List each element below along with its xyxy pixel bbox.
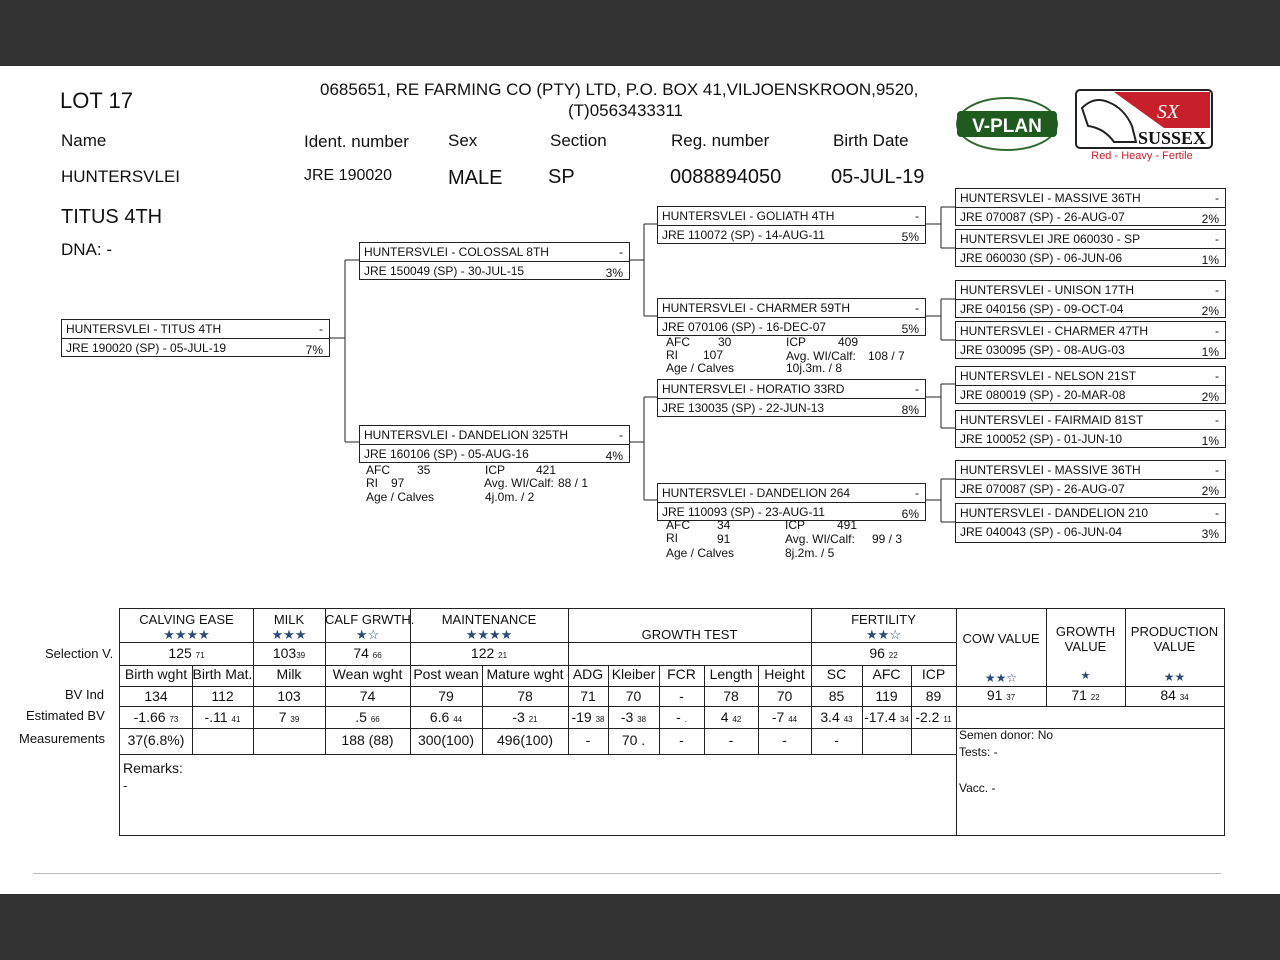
cow-value-stars: ★★☆	[984, 671, 1018, 685]
owner-line-1: 0685651, RE FARMING CO (PTY) LTD, P.O. BOX 41,VILJOENSKROON,9520,	[320, 80, 919, 99]
estimated-bv-value: -19	[571, 709, 592, 725]
perf-wi: 108 / 7	[868, 349, 905, 363]
perf-ri: 91	[717, 532, 731, 546]
pedigree-pct: 2%	[1201, 304, 1219, 318]
footer-rule	[33, 873, 1221, 874]
sussex-text: SUSSEX	[1137, 128, 1207, 148]
perf-icp-label: ICP	[785, 518, 806, 532]
pedigree-dash: -	[1215, 413, 1219, 427]
pedigree-dash: -	[1215, 369, 1219, 383]
owner-line-2: (T)0563433311	[568, 101, 683, 120]
pedigree-name: HUNTERSVLEI - COLOSSAL 8TH	[364, 245, 549, 259]
calf-growth-stars: ★☆	[355, 627, 380, 642]
growth-value-number: 71 22	[1071, 687, 1100, 703]
pedigree-name: HUNTERSVLEI - CHARMER 59TH	[662, 301, 851, 315]
pedigree-name: HUNTERSVLEI - DANDELION 325TH	[364, 428, 569, 442]
pedigree-gen3-3	[955, 280, 1226, 318]
estimated-bv-accuracy: 39	[290, 715, 300, 724]
estimated-bv-accuracy: 44	[453, 715, 463, 724]
pedigree-name: HUNTERSVLEI - GOLIATH 4TH	[662, 209, 835, 223]
perf-sire-dam	[666, 336, 926, 378]
perf-icp-label: ICP	[786, 335, 807, 349]
perf-age-label: Age / Calves	[666, 361, 735, 375]
pedigree-dash: -	[619, 245, 623, 259]
animal-name-1: HUNTERSVLEI	[61, 167, 181, 186]
measurement-value: -	[585, 732, 591, 748]
estimated-bv-accuracy: 38	[637, 715, 647, 724]
perf-age-label: Age / Calves	[366, 490, 435, 504]
name-header: Name	[61, 131, 107, 150]
perf-age-label: Age / Calves	[666, 546, 735, 560]
estimated-bv	[758, 709, 811, 725]
estimated-bv-value: 4	[720, 709, 729, 725]
estimated-bv-accuracy: 38	[595, 715, 605, 724]
pedigree-pct: 4%	[605, 449, 623, 463]
pedigree-pct: 5%	[901, 230, 919, 244]
estimated-bv-value: -7	[771, 709, 785, 725]
pedigree-sire-sire	[657, 206, 926, 244]
col-header: Birth Mat.	[192, 666, 253, 682]
cow-value-header: COW VALUE	[962, 631, 1040, 646]
estimated-bv	[253, 709, 325, 725]
perf-icp: 409	[838, 335, 859, 349]
perf-age: 4j.0m. / 2	[485, 490, 535, 504]
estimated-bv	[659, 709, 704, 725]
perf-age: 8j.2m. / 5	[785, 546, 835, 560]
pedigree-dash: -	[1215, 506, 1219, 520]
perf-icp-label: ICP	[485, 463, 506, 477]
pedigree-name: HUNTERSVLEI - HORATIO 33RD	[662, 382, 845, 396]
estimated-bv-value: -3	[620, 709, 634, 725]
pedigree-pct: 1%	[1201, 345, 1219, 359]
bv-ind-value: -	[679, 688, 684, 704]
col-header: Wean wght	[332, 666, 403, 682]
estimated-bv	[325, 709, 410, 725]
col-header: Kleiber	[611, 666, 656, 682]
milk-stars: ★★★	[271, 627, 307, 642]
animal-reg: 0088894050	[670, 166, 782, 188]
calf-growth-value: 74 66	[353, 645, 382, 661]
growth-value-label-1: GROWTH	[1055, 624, 1116, 639]
pedigree-reg: JRE 060030 (SP) - 06-JUN-06	[960, 251, 1123, 265]
estimated-bv-value: -17.4	[864, 709, 897, 725]
measurement-value: -	[679, 732, 684, 748]
sex-header: Sex	[448, 131, 478, 150]
estimated-bv-value: -2.2	[915, 709, 940, 725]
perf-dam	[366, 464, 626, 506]
maintenance-label: MAINTENANCE	[441, 612, 537, 627]
milk-label: MILK	[273, 612, 305, 627]
row-label-meas: Measurements	[19, 731, 105, 746]
perf-afc: 34	[717, 518, 731, 532]
estimated-bv-value: 3.4	[820, 709, 840, 725]
pedigree-pct: 2%	[1201, 212, 1219, 226]
estimated-bv	[811, 709, 862, 725]
perf-wi-label: Avg. WI/Calf:	[785, 532, 855, 546]
production-value-label-2: VALUE	[1153, 639, 1196, 654]
pedigree-pct: 5%	[901, 322, 919, 336]
perf-ri-label: RI	[666, 348, 678, 362]
pedigree-self	[61, 319, 330, 357]
row-label-selection: Selection V.	[45, 646, 114, 661]
estimated-bv	[911, 709, 956, 725]
estimated-bv-value: .5	[355, 709, 367, 725]
measurement-value: -	[834, 732, 839, 748]
estimated-bv	[192, 709, 253, 725]
bv-ind-value: 85	[828, 688, 845, 704]
perf-dam-dam	[666, 519, 926, 561]
pedigree-pct: 6%	[901, 507, 919, 521]
estimated-bv-accuracy: 21	[528, 715, 538, 724]
production-value-header	[1125, 624, 1224, 654]
pedigree-sire-dam	[657, 298, 926, 336]
bv-ind-value: 112	[211, 688, 234, 704]
pedigree-dash: -	[915, 209, 919, 223]
col-header: Height	[764, 666, 805, 682]
fertility-stars: ★★☆	[866, 627, 901, 642]
animal-sex: MALE	[448, 167, 503, 189]
perf-icp: 421	[536, 463, 557, 477]
maintenance-header	[410, 612, 568, 643]
bv-ind-value: 74	[359, 688, 376, 704]
pedigree-pct: 1%	[1201, 434, 1219, 448]
pedigree-pct: 3%	[605, 266, 623, 280]
estimated-bv-accuracy: 44	[788, 715, 798, 724]
growth-value-label-2: VALUE	[1064, 639, 1107, 654]
estimated-bv-value: 6.6	[429, 709, 450, 725]
perf-wi-label: Avg. WI/Calf:	[786, 349, 856, 363]
estimated-bv	[120, 709, 192, 725]
pedigree-name: HUNTERSVLEI - DANDELION 210	[960, 506, 1149, 520]
animal-birth: 05-JUL-19	[831, 166, 925, 188]
pedigree-dash: -	[915, 382, 919, 396]
measurement-value: -	[728, 732, 734, 748]
fertility-value: 96 22	[869, 645, 898, 661]
growth-value-header	[1046, 624, 1125, 654]
calving-ease-stars: ★★★★	[163, 627, 210, 642]
col-header: ICP	[921, 666, 946, 682]
col-header: Birth wght	[124, 666, 188, 682]
bv-ind-value: 119	[875, 688, 898, 704]
bv-table	[119, 608, 1225, 836]
estimated-bv-value: -1.66	[133, 709, 166, 725]
estimated-bv-accuracy: 43	[843, 715, 853, 724]
perf-afc: 35	[417, 463, 431, 477]
col-header: AFC	[872, 666, 901, 682]
animal-ident: JRE 190020	[304, 167, 393, 184]
pedigree-dam-dam	[657, 483, 926, 521]
estimated-bv	[482, 709, 568, 725]
pedigree-reg: JRE 110072 (SP) - 14-AUG-11	[662, 228, 825, 242]
estimated-bv-accuracy: 34	[899, 715, 909, 724]
pedigree-dash: -	[319, 322, 323, 336]
perf-age: 10j.3m. / 8	[786, 361, 843, 375]
calf-growth-label: CALF GRWTH.	[325, 612, 415, 627]
estimated-bv	[862, 709, 911, 725]
pedigree-reg: JRE 040156 (SP) - 09-OCT-04	[960, 302, 1124, 316]
measurement-value: 496(100)	[496, 732, 554, 748]
maintenance-stars: ★★★★	[465, 627, 513, 642]
pedigree-name: HUNTERSVLEI JRE 060030 - SP	[960, 232, 1141, 246]
growth-value-stars: ★	[1080, 670, 1091, 682]
pedigree-dash: -	[1215, 324, 1219, 338]
remarks-label: Remarks:	[123, 760, 183, 776]
pedigree-pct: 1%	[1201, 253, 1219, 267]
measurement-value: 188 (88)	[341, 732, 394, 748]
bv-ind-value: 89	[925, 688, 942, 704]
pedigree-dash: -	[1215, 232, 1219, 246]
birth-header: Birth Date	[833, 131, 909, 150]
estimated-bv-accuracy: 66	[370, 715, 380, 724]
calving-ease-value: 125 71	[168, 645, 205, 661]
pedigree-gen3-8	[955, 503, 1226, 543]
pedigree-reg: JRE 040043 (SP) - 06-JUN-04	[960, 525, 1123, 539]
pedigree-pct: 3%	[1201, 527, 1219, 541]
production-value-stars: ★★	[1163, 670, 1186, 684]
measurement-value: 300(100)	[417, 732, 475, 748]
pedigree-gen3-5	[955, 366, 1226, 404]
measurement-value: 37(6.8%)	[127, 732, 185, 748]
vplan-text: V-PLAN	[972, 116, 1042, 137]
col-header: Mature wght	[486, 666, 564, 682]
estimated-bv-accuracy: 42	[732, 715, 742, 724]
maintenance-value: 122 21	[470, 645, 508, 661]
bv-ind-value: 134	[144, 688, 168, 704]
remarks-value: -	[123, 778, 128, 793]
perf-ri: 97	[391, 476, 405, 490]
col-header: Post wean	[413, 666, 479, 682]
animal-section: SP	[548, 166, 575, 188]
pedigree-dam	[359, 425, 630, 463]
col-header: FCR	[667, 666, 696, 682]
pedigree-reg: JRE 070087 (SP) - 26-AUG-07	[960, 482, 1125, 496]
animal-name-2: TITUS 4TH	[61, 206, 163, 228]
pedigree-dash: -	[1215, 463, 1219, 477]
estimated-bv-accuracy: .	[684, 715, 687, 724]
estimated-bv	[568, 709, 608, 725]
pedigree-name: HUNTERSVLEI - DANDELION 264	[662, 486, 851, 500]
estimated-bv-value: -	[676, 709, 681, 725]
pedigree-gen3-7	[955, 460, 1226, 498]
col-header: ADG	[572, 666, 604, 682]
pedigree-reg: JRE 030095 (SP) - 08-AUG-03	[960, 343, 1125, 357]
pedigree-name: HUNTERSVLEI - MASSIVE 36TH	[960, 191, 1141, 205]
perf-icp: 491	[837, 518, 858, 532]
pedigree-reg: JRE 160106 (SP) - 05-AUG-16	[364, 447, 529, 461]
estimated-bv-accuracy: 73	[169, 715, 179, 724]
calf-growth-header	[325, 612, 415, 643]
perf-wi-label: Avg. WI/Calf:	[484, 476, 554, 490]
pedigree-dash: -	[1215, 191, 1219, 205]
pedigree-gen3-2	[955, 229, 1226, 267]
cow-value-number: 91 37	[986, 687, 1016, 703]
bv-ind-value: 71	[580, 688, 596, 704]
production-value-number: 84 34	[1160, 687, 1189, 703]
milk-header	[253, 612, 325, 643]
production-value-label-1: PRODUCTION	[1130, 624, 1219, 639]
pedigree-name: HUNTERSVLEI - CHARMER 47TH	[960, 324, 1149, 338]
pedigree-name: HUNTERSVLEI - TITUS 4TH	[66, 322, 222, 336]
pedigree-name: HUNTERSVLEI - MASSIVE 36TH	[960, 463, 1141, 477]
bv-ind-value: 78	[517, 688, 533, 704]
perf-afc-label: AFC	[666, 518, 690, 532]
perf-ri: 107	[703, 348, 724, 362]
calving-ease-header	[120, 612, 253, 643]
col-header: SC	[826, 666, 847, 682]
estimated-bv-accuracy: 11	[943, 715, 952, 724]
pedigree-pct: 2%	[1201, 390, 1219, 404]
bv-ind-value: 79	[438, 688, 454, 704]
pedigree-name: HUNTERSVLEI - NELSON 21ST	[960, 369, 1137, 383]
pedigree-dam-sire	[657, 379, 926, 417]
bv-ind-value: 70	[625, 688, 642, 704]
sussex-sx: SX	[1156, 101, 1180, 123]
row-label-est: Estimated BV	[26, 708, 105, 723]
pedigree-sire	[359, 242, 630, 280]
measurement-value: 70 .	[621, 732, 646, 748]
perf-wi: 88 / 1	[558, 476, 589, 490]
bv-ind-value: 78	[723, 688, 739, 704]
bv-ind-value: 70	[776, 688, 793, 704]
pedigree-gen3-1	[955, 188, 1226, 226]
sussex-tagline: Red - Heavy - Fertile	[1091, 150, 1193, 162]
pedigree-reg: JRE 080019 (SP) - 20-MAR-08	[960, 388, 1126, 402]
pedigree-reg: JRE 150049 (SP) - 30-JUL-15	[364, 264, 525, 278]
perf-afc: 30	[718, 335, 732, 349]
estimated-bv	[704, 709, 758, 725]
vaccinations: Vacc. -	[959, 781, 996, 795]
col-header: Length	[709, 666, 753, 682]
pedigree-name: HUNTERSVLEI - UNISON 17TH	[960, 283, 1135, 297]
row-label-bv: BV Ind	[65, 687, 105, 702]
pedigree-reg: JRE 130035 (SP) - 22-JUN-13	[662, 401, 825, 415]
measurement-value: -	[782, 732, 787, 748]
dna-label: DNA: -	[61, 240, 112, 259]
estimated-bv	[608, 709, 659, 725]
estimated-bv-value: 7	[278, 709, 287, 725]
estimated-bv	[410, 709, 482, 725]
section-header: Section	[550, 131, 607, 150]
ident-header: Ident. number	[304, 132, 409, 151]
pedigree-pct: 2%	[1201, 484, 1219, 498]
pedigree-reg: JRE 070087 (SP) - 26-AUG-07	[960, 210, 1125, 224]
pedigree-dash: -	[915, 486, 919, 500]
pedigree-dash: -	[1215, 283, 1219, 297]
reg-header: Reg. number	[671, 131, 770, 150]
perf-afc-label: AFC	[366, 463, 390, 477]
pedigree-dash: -	[915, 301, 919, 315]
estimated-bv-accuracy: 41	[231, 715, 241, 724]
perf-ri-label: RI	[666, 531, 678, 545]
milk-value: 10339	[272, 645, 306, 661]
calving-ease-label: CALVING EASE	[139, 612, 234, 627]
lot-number: LOT 17	[60, 88, 133, 113]
pedigree-pct: 8%	[901, 403, 919, 417]
pedigree-gen3-6	[955, 410, 1226, 448]
perf-afc-label: AFC	[666, 335, 690, 349]
bv-ind-value: 103	[277, 688, 301, 704]
perf-ri-label: RI	[366, 476, 378, 490]
pedigree-reg: JRE 190020 (SP) - 05-JUL-19	[66, 341, 227, 355]
estimated-bv-value: -.11	[204, 709, 228, 725]
semen-donor: Semen donor: No	[959, 728, 1054, 742]
tests: Tests: -	[959, 745, 998, 759]
pedigree-reg: JRE 110093 (SP) - 23-AUG-11	[662, 505, 825, 519]
growth-test-header: GROWTH TEST	[641, 627, 738, 642]
fertility-label: FERTILITY	[851, 612, 916, 627]
pedigree-reg: JRE 100052 (SP) - 01-JUN-10	[960, 432, 1123, 446]
pedigree-gen3-4	[955, 321, 1226, 359]
pedigree-reg: JRE 070106 (SP) - 16-DEC-07	[662, 320, 827, 334]
pedigree-name: HUNTERSVLEI - FAIRMAID 81ST	[960, 413, 1144, 427]
pedigree-dash: -	[619, 428, 623, 442]
col-header: Milk	[276, 666, 302, 682]
estimated-bv-value: -3	[512, 709, 525, 725]
pedigree-pct: 7%	[305, 343, 323, 357]
fertility-header	[811, 612, 956, 643]
perf-wi: 99 / 3	[872, 532, 903, 546]
